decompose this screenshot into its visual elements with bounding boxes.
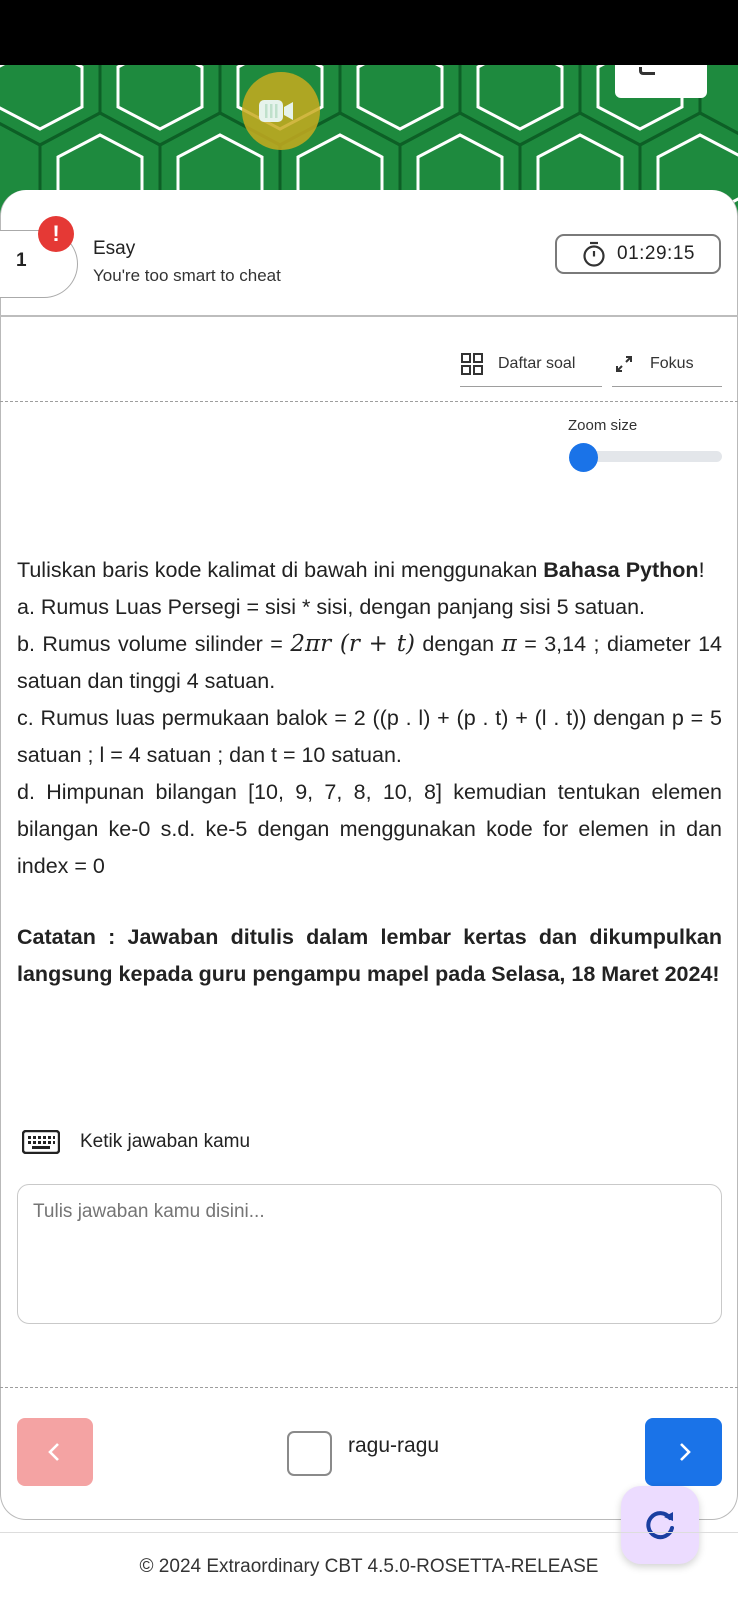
timer-text: 01:29:15	[617, 243, 695, 264]
question-list-button[interactable]	[460, 352, 602, 387]
intro-text: Tuliskan baris kode kalimat di bawah ini menggunakan	[17, 558, 544, 582]
zoom-label: Zoom size	[568, 417, 638, 434]
item-b-suffix: = 3,14 ; diameter 14 satuan dan tinggi 4 satuan.	[17, 632, 722, 693]
item-b-pi: π	[501, 631, 517, 657]
grid-icon	[460, 352, 484, 376]
dashed-divider	[0, 401, 738, 402]
ragu-label[interactable]: ragu-ragu	[348, 1434, 440, 1457]
item-b-prefix: b. Rumus volume silinder =	[17, 632, 291, 656]
keyboard-icon	[22, 1130, 60, 1154]
intro-suffix: !	[698, 558, 705, 582]
alert-icon: !	[38, 216, 74, 252]
tab-mark-icon	[639, 67, 655, 75]
footer-copyright: © 2024 Extraordinary CBT 4.5.0-ROSETTA-RELEASE	[139, 1556, 599, 1577]
item-b-middle: dengan	[414, 632, 502, 656]
footer-divider	[0, 1532, 738, 1533]
answer-input[interactable]	[17, 1184, 722, 1324]
top-tab[interactable]	[615, 65, 707, 98]
video-camera-icon	[258, 98, 294, 124]
answer-header	[22, 1130, 250, 1154]
expand-icon	[612, 352, 636, 376]
question-item-b	[17, 626, 722, 700]
zoom-slider-thumb[interactable]	[569, 443, 598, 472]
previous-button[interactable]	[17, 1418, 93, 1486]
refresh-button[interactable]	[621, 1486, 699, 1564]
question-number: 1	[16, 250, 27, 271]
question-subtitle: You're too smart to cheat	[93, 266, 281, 285]
focus-label: Fokus	[650, 355, 694, 372]
question-note: Catatan : Jawaban ditulis dalam lembar kertas dan dikumpulkan langsung kepada guru pengampu mapel pada Selasa, 18 Maret 2024!	[17, 925, 722, 986]
dashed-divider-bottom	[0, 1387, 738, 1388]
question-intro	[17, 552, 722, 589]
next-button[interactable]	[645, 1418, 722, 1486]
refresh-icon	[641, 1506, 679, 1544]
question-item-a: a. Rumus Luas Persegi = sisi * sisi, dengan panjang sisi 5 satuan.	[17, 595, 646, 619]
chevron-left-icon	[44, 1441, 66, 1463]
ragu-checkbox[interactable]	[287, 1431, 332, 1476]
question-item-c: c. Rumus luas permukaan balok = 2 ((p . l) + (p . t) + (l . t)) dengan p = 5 satuan ; l = 4 satuan ; dan t = 10 satuan.	[17, 706, 722, 767]
chevron-right-icon	[673, 1441, 695, 1463]
timer-badge	[555, 234, 721, 274]
question-type: Esay	[93, 238, 136, 259]
question-list-label: Daftar soal	[498, 355, 576, 372]
question-item-d: d. Himpunan bilangan [10, 9, 7, 8, 10, 8] kemudian tentukan elemen bilangan ke-0 s.d. ke-5 dengan menggunakan kode for elemen in dan index = 0	[17, 780, 722, 878]
answer-label: Ketik jawaban kamu	[80, 1131, 251, 1152]
intro-bold: Bahasa Python	[543, 558, 699, 582]
camera-indicator[interactable]	[242, 72, 320, 150]
question-text	[17, 552, 722, 993]
status-bar	[0, 0, 738, 65]
item-b-formula: 2πr (r + t)	[290, 631, 415, 657]
divider	[0, 315, 738, 317]
stopwatch-icon	[581, 241, 607, 267]
focus-button[interactable]	[612, 352, 722, 387]
